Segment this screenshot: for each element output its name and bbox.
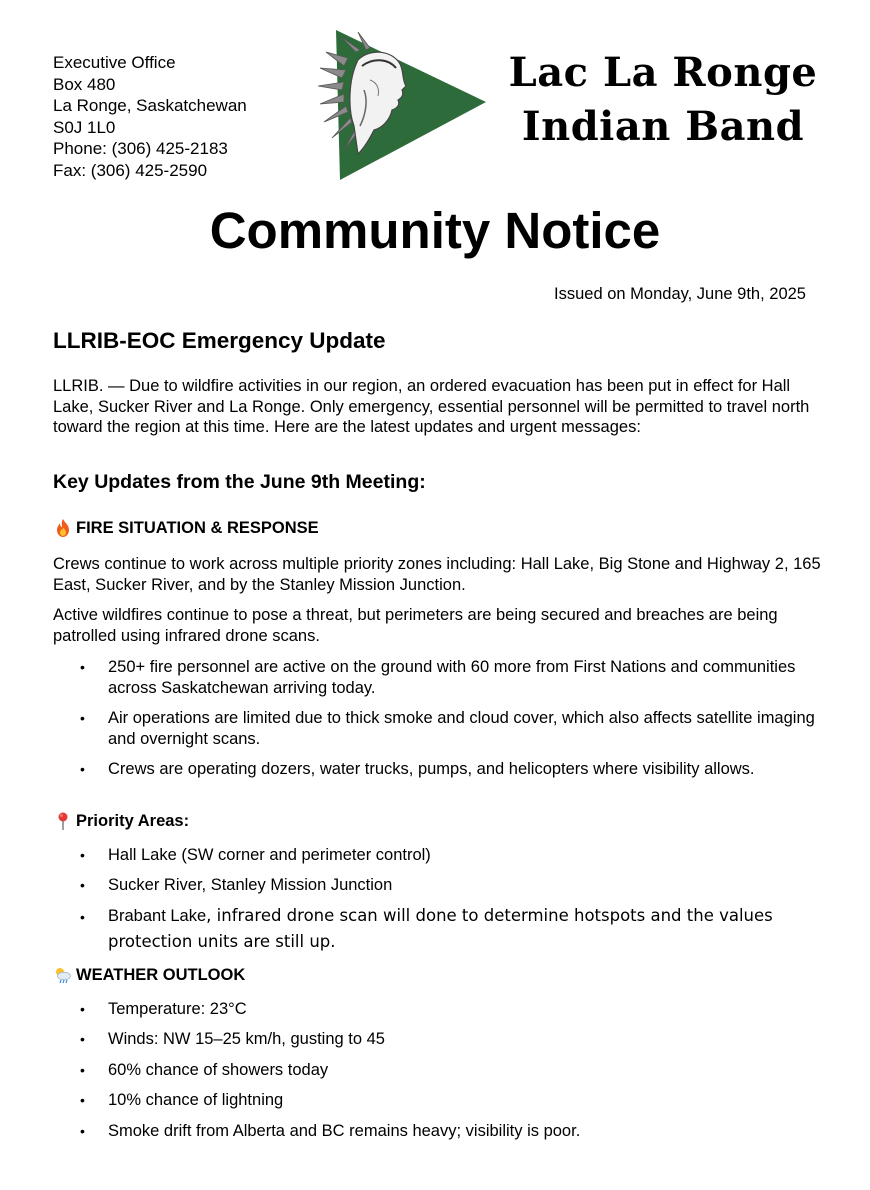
issued-date: Issued on Monday, June 9th, 2025 [554, 285, 806, 303]
bullet-glyph: • [80, 847, 85, 863]
list-item-text-part: Brabant Lake [108, 907, 207, 925]
bullet-glyph: • [80, 909, 85, 925]
bullet-glyph: • [80, 1062, 85, 1078]
bullet-glyph: • [80, 659, 85, 675]
address-line: La Ronge, Saskatchewan [53, 96, 247, 115]
fire-section-heading [53, 518, 319, 538]
fire-paragraph-1: Crews continue to work across multiple priority zones including: Hall Lake, Big Stone and Highway 2, 165 East, Sucker River, and by the Stanley Mission Junction. [53, 555, 821, 594]
bullet-glyph: • [80, 1031, 85, 1047]
bullet-glyph: • [80, 1092, 85, 1108]
list-item-text: Hall Lake (SW corner and perimeter control) [108, 846, 431, 864]
bullet-glyph: • [80, 877, 85, 893]
list-item-text: Winds: NW 15–25 km/h, gusting to 45 [108, 1030, 385, 1048]
address-block [53, 52, 247, 181]
fire-icon [53, 518, 73, 538]
band-name-line: Indian Band [521, 103, 805, 150]
fire-heading-text: FIRE SITUATION & RESPONSE [76, 518, 319, 537]
list-item-text: Sucker River, Stanley Mission Junction [108, 876, 393, 894]
list-item-text: Temperature: 23°C [108, 1000, 247, 1018]
list-item-text-part: , infrared drone scan will done to determine hotspots and the values protection units are still up. [108, 906, 773, 951]
intro-paragraph: LLRIB. — Due to wildfire activities in our region, an ordered evacuation has been put in effect for Hall Lake, Sucker River and La Ronge. Only emergency, essential personnel will be permitted to travel north toward the region at this time. Here are the latest updates and urgent messages: [53, 377, 810, 436]
sun-behind-rain-cloud-icon [53, 965, 73, 985]
weather-heading-text: WEATHER OUTLOOK [76, 965, 246, 984]
list-item-text [108, 903, 820, 955]
address-line: S0J 1L0 [53, 117, 116, 137]
priority-heading-text: Priority Areas: [76, 811, 190, 830]
notice-title: Community Notice [209, 202, 661, 259]
bullet-glyph: • [80, 710, 85, 726]
band-name [478, 46, 848, 154]
address-line: Box 480 [53, 74, 116, 94]
address-line: Executive Office [53, 53, 176, 72]
bullet-glyph: • [80, 761, 85, 777]
list-item-text: Air operations are limited due to thick smoke and cloud cover, which also affects satellite imaging and overnight scans. [108, 709, 815, 748]
fire-paragraph-2: Active wildfires continue to pose a threat, but perimeters are being secured and breaches are being patrolled using infrared drone scans. [53, 606, 778, 645]
update-heading: LLRIB-EOC Emergency Update [53, 328, 386, 353]
weather-section-heading [53, 965, 245, 985]
key-updates-heading: Key Updates from the June 9th Meeting: [53, 471, 426, 493]
band-name-line: Lac La Ronge [508, 49, 818, 96]
bullet-glyph: • [80, 1123, 85, 1139]
list-item-text: Smoke drift from Alberta and BC remains heavy; visibility is poor. [108, 1122, 581, 1140]
pushpin-icon [53, 811, 73, 831]
list-item-text: 60% chance of showers today [108, 1061, 329, 1079]
list-item-text: 10% chance of lightning [108, 1091, 284, 1109]
band-logo [318, 30, 490, 180]
fax-line: Fax: (306) 425-2590 [53, 160, 208, 180]
priority-section-heading [53, 811, 189, 831]
list-item-text: Crews are operating dozers, water trucks, pumps, and helicopters where visibility allows. [108, 760, 755, 778]
phone-line: Phone: (306) 425-2183 [53, 139, 228, 158]
bullet-glyph: • [80, 1001, 85, 1017]
list-item-text: 250+ fire personnel are active on the ground with 60 more from First Nations and communities across Saskatchewan arriving today. [108, 658, 796, 697]
